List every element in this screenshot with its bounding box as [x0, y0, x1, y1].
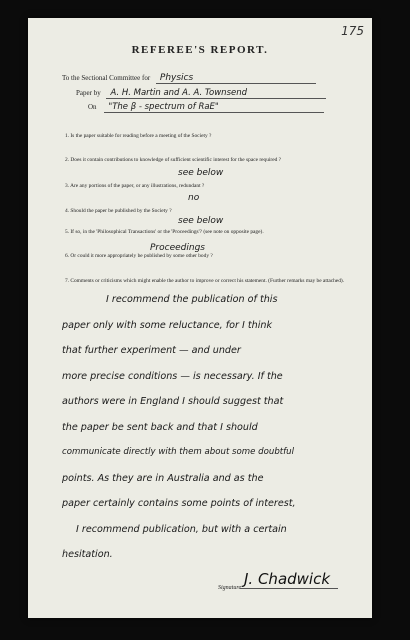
answer-4: see below [178, 216, 224, 226]
comment-line: that further experiment — and under [62, 345, 241, 356]
comment-line: points. As they are in Australia and as the [62, 472, 264, 484]
question-2: 2. Does it contain contributions to knowledge of sufficient scientific interest for the space required ? [65, 157, 282, 163]
answer-2: see below [178, 168, 224, 178]
paper-by-line [76, 88, 326, 99]
paper-by-value: A. H. Martin and A. A. Townsend [110, 88, 248, 98]
paper-by-label: Paper by [76, 89, 101, 97]
question-3: 3. Are any portions of the paper, or any illustrations, redundant ? [65, 183, 205, 189]
comment-line: paper certainly contains some points of interest, [62, 498, 296, 509]
answer-5: Proceedings [150, 243, 205, 253]
comment-line: communicate directly with them about some doubtful [62, 447, 295, 457]
page-title: REFEREE'S REPORT. [131, 44, 269, 56]
comment-line: the paper be sent back and that I should [62, 421, 258, 433]
question-5: 5. If so, in the 'Philosophical Transactions' or the 'Proceedings'? (see note on opposite page). [65, 229, 264, 235]
comment-line: paper only with some reluctance, for I think [62, 319, 272, 331]
question-6: 6. Or could it more appropriately be published by some other body ? [65, 253, 213, 259]
comment-line: authors were in England I should suggest that [62, 396, 284, 407]
referee-report-page [28, 18, 372, 618]
committee-value: Physics [159, 73, 194, 83]
question-1: 1. Is the paper suitable for reading before a meeting of the Society ? [65, 133, 212, 139]
comment-line: I recommend publication, but with a certain [76, 523, 287, 535]
folio-number: 175 [341, 24, 364, 38]
question-4: 4. Should the paper be published by the Society ? [65, 208, 172, 214]
signature-label: Signature [218, 585, 242, 591]
referee-comments [62, 294, 362, 575]
question-7: 7. Comments or criticisms which might enable the author to improve or correct his statement. (Further remarks may be attached). [65, 278, 345, 284]
answer-3: no [188, 193, 200, 203]
comment-line: more precise conditions — is necessary. If the [62, 370, 283, 382]
on-label: On [88, 103, 97, 111]
comment-line: hesitation. [62, 549, 113, 560]
committee-line [62, 73, 316, 84]
committee-label: To the Sectional Committee for [62, 74, 151, 82]
on-value: "The β - spectrum of RaE" [108, 102, 219, 112]
comment-line: I recommend the publication of this [106, 294, 278, 305]
signature: J. Chadwick [240, 570, 338, 589]
on-line [88, 102, 324, 113]
